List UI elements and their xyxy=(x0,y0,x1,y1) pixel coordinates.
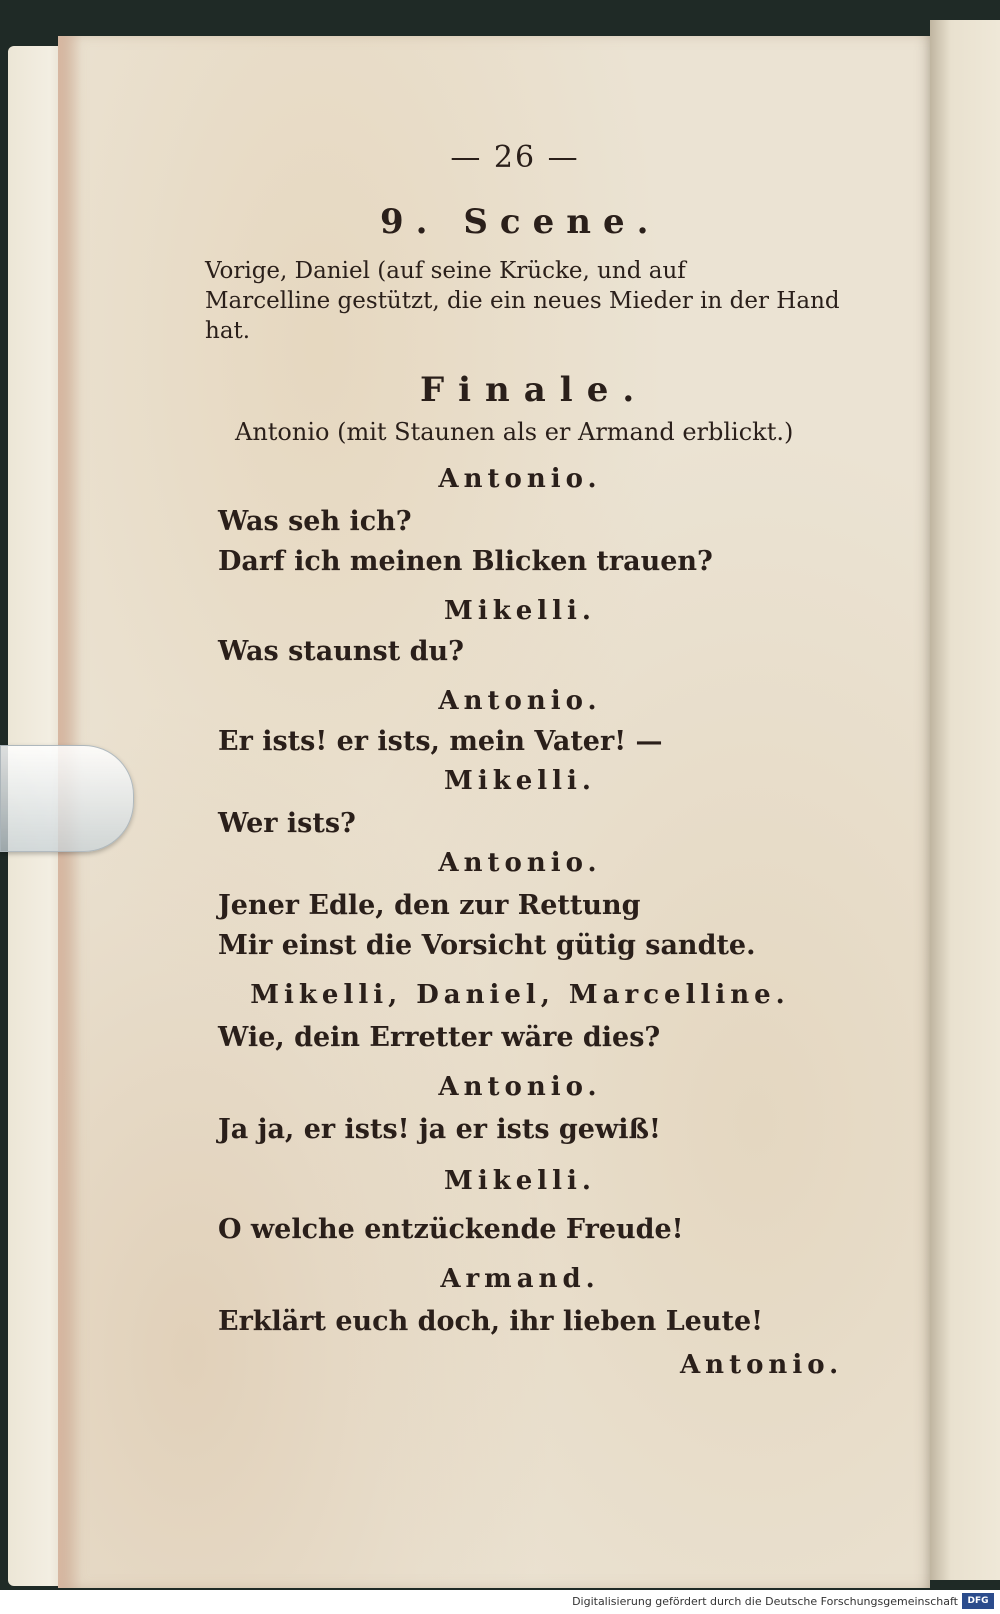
stage-direction-line-3: hat. xyxy=(205,318,251,344)
dialogue-line: Jener Edle, den zur Rettung xyxy=(218,890,641,921)
speaker-name: Armand. xyxy=(440,1264,600,1294)
dialogue-line: Erklärt euch doch, ihr lieben Leute! xyxy=(218,1306,763,1337)
speaker-name: Antonio. xyxy=(438,686,602,716)
page-clip xyxy=(0,745,134,852)
speaker-name: Mikelli, Daniel, Marcelline. xyxy=(250,980,790,1010)
speaker-name: Mikelli. xyxy=(444,766,596,796)
speaker-name: Mikelli. xyxy=(444,1166,596,1196)
scene-title: 9. Scene. xyxy=(380,202,661,242)
dialogue-line: O welche entzückende Freude! xyxy=(218,1214,684,1245)
dialogue-line: Ja ja, er ists! ja er ists gewiß! xyxy=(218,1114,661,1145)
dialogue-line: Wie, dein Erretter wäre dies? xyxy=(218,1022,661,1053)
stage-direction-line-2: Marcelline gestützt, die ein neues Mieder in der Hand xyxy=(205,288,840,314)
dfg-logo-icon[interactable]: DFG xyxy=(962,1593,994,1609)
entrance-direction: Antonio (mit Staunen als er Armand erblickt.) xyxy=(235,418,794,446)
page-number: — 26 — xyxy=(450,140,580,175)
speaker-name: Mikelli. xyxy=(444,596,596,626)
dialogue-line: Was staunst du? xyxy=(218,636,464,667)
speaker-name: Antonio. xyxy=(438,464,602,494)
catchword: Antonio. xyxy=(680,1350,844,1380)
footer-credit: Digitalisierung gefördert durch die Deutsche Forschungsgemeinschaft xyxy=(572,1595,958,1608)
dialogue-line: Wer ists? xyxy=(218,808,356,839)
speaker-name: Antonio. xyxy=(438,1072,602,1102)
dialogue-line: Er ists! er ists, mein Vater! — xyxy=(218,726,663,757)
dialogue-line: Darf ich meinen Blicken trauen? xyxy=(218,546,713,577)
stage-direction-line-1: Vorige, Daniel (auf seine Krücke, und auf xyxy=(205,258,686,284)
dialogue-line: Was seh ich? xyxy=(218,506,412,537)
speaker-name: Antonio. xyxy=(438,848,602,878)
footer-bar xyxy=(0,1590,1000,1614)
dialogue-line: Mir einst die Vorsicht gütig sandte. xyxy=(218,930,756,961)
finale-heading: Finale. xyxy=(420,370,649,410)
facing-page-edge xyxy=(930,20,1000,1580)
